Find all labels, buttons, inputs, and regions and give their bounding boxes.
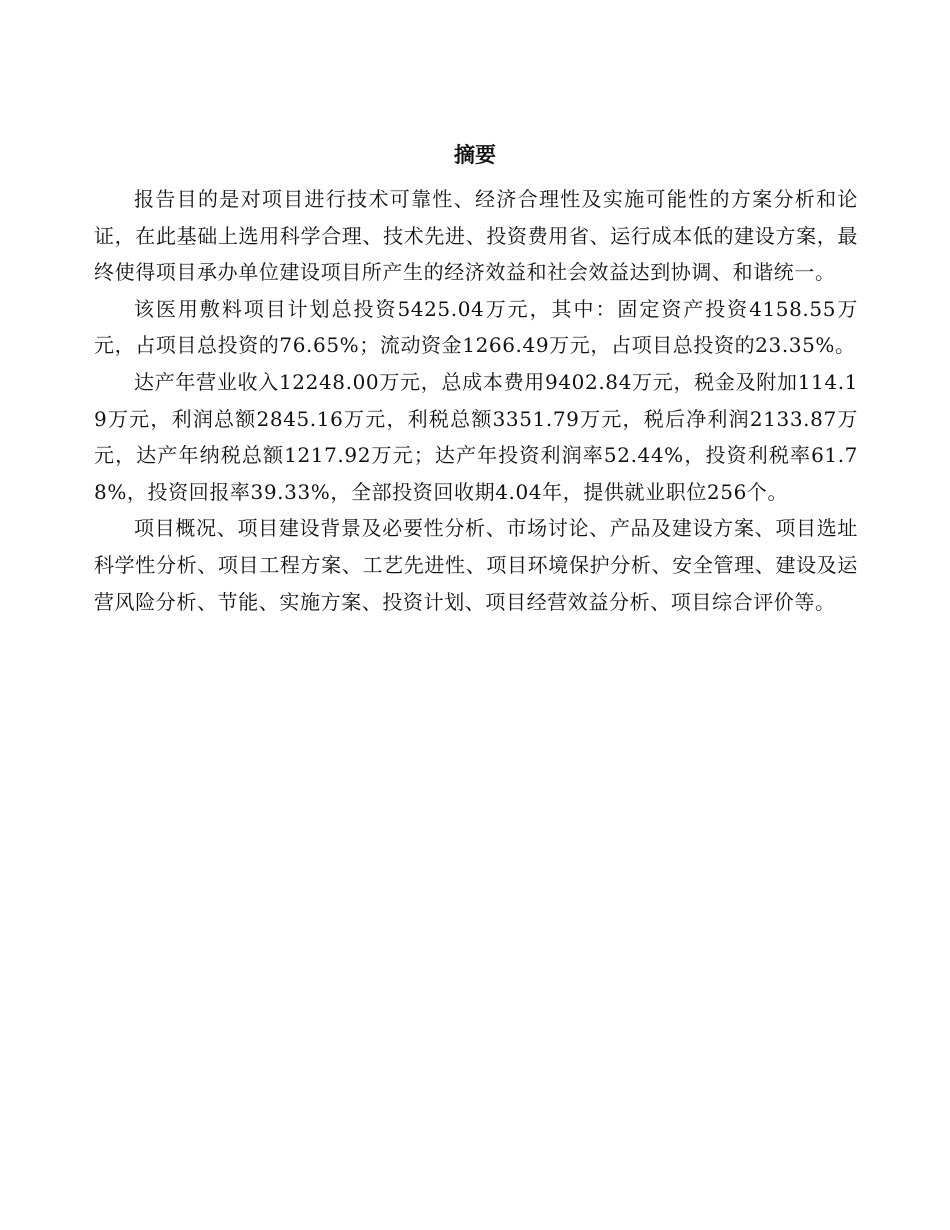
paragraph-purpose: 报告目的是对项目进行技术可靠性、经济合理性及实施可能性的方案分析和论证，在此基础上选用科学合理、技术先进、投资费用省、运行成本低的建设方案，最终使得项目承办单位建设项目所产生的经济效益和社会效益达到协调、和谐统一。 — [94, 187, 858, 285]
paragraph-investment: 该医用敷料项目计划总投资5425.04万元，其中：固定资产投资4158.55万元，占项目总投资的76.65%；流动资金1266.49万元，占项目总投资的23.35%。 — [94, 296, 858, 358]
abstract-body — [94, 181, 858, 620]
paragraph-financials: 达产年营业收入12248.00万元，总成本费用9402.84万元，税金及附加114.19万元，利润总额2845.16万元，利税总额3351.79万元，税后净利润2133.87万元，达产年纳税总额1217.92万元；达产年投资利润率52.44%，投资利税率61.78%，投资回报率39.33%，全部投资回收期4.04年，提供就业职位256个。 — [94, 369, 858, 504]
page-title: 摘要 — [454, 143, 496, 167]
paragraph-contents: 项目概况、项目建设背景及必要性分析、市场讨论、产品及建设方案、项目选址科学性分析、项目工程方案、工艺先进性、项目环境保护分析、安全管理、建设及运营风险分析、节能、实施方案、投资计划、项目经营效益分析、项目综合评价等。 — [94, 516, 858, 614]
